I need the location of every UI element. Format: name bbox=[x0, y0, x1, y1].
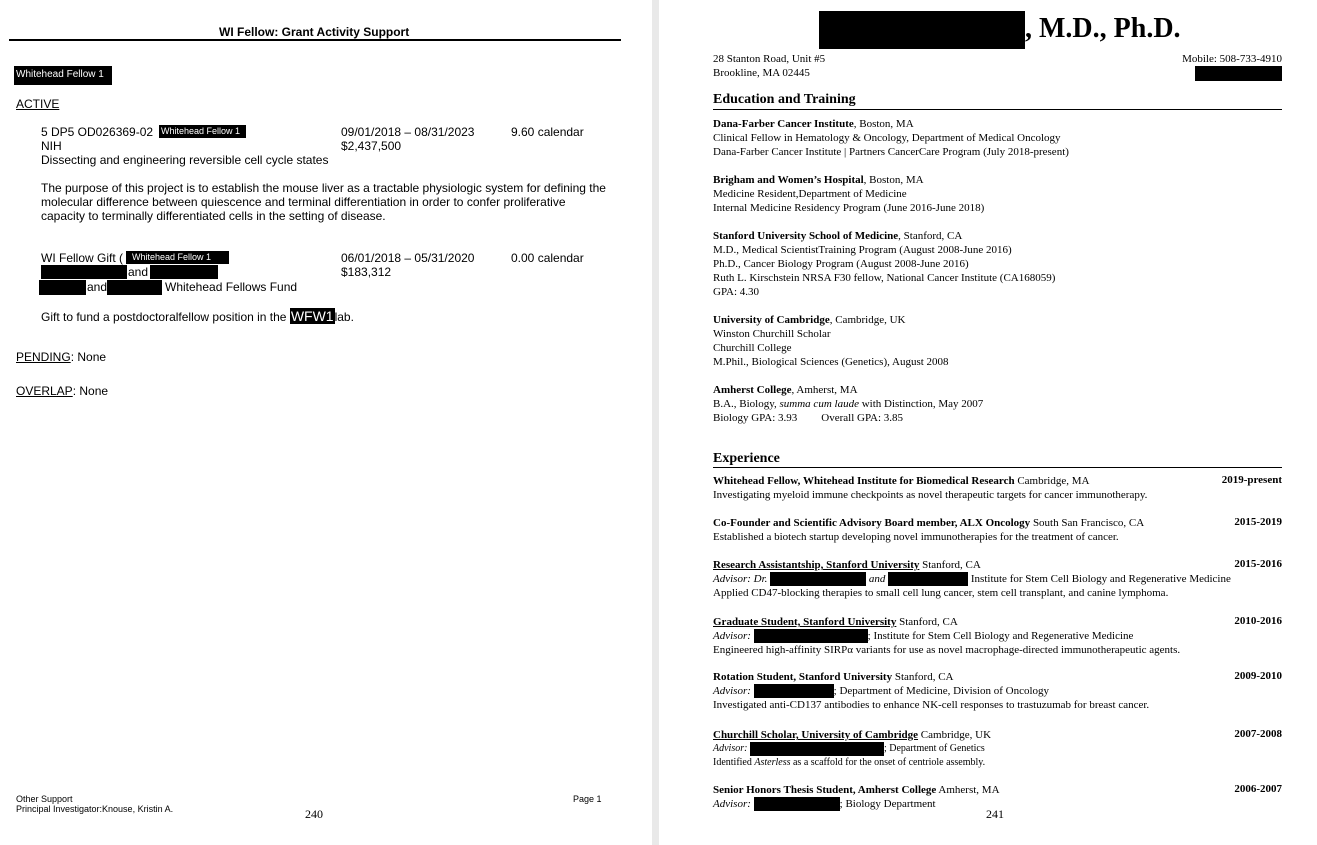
redacted-name bbox=[819, 11, 1025, 49]
education-entry bbox=[713, 383, 983, 425]
name-credentials: , M.D., Ph.D. bbox=[1025, 13, 1181, 44]
experience-entry bbox=[713, 783, 1000, 811]
redaction-box bbox=[770, 572, 866, 586]
left-document-page bbox=[0, 0, 652, 845]
grant2-and-1: and bbox=[128, 265, 149, 279]
footer-other-support: Other Support bbox=[16, 794, 73, 804]
education-detail: Dana-Farber Cancer Institute | Partners CancerCare Program (July 2018-present) bbox=[713, 146, 1069, 158]
advisor-label: Advisor: Dr. bbox=[713, 573, 768, 585]
experience-entry bbox=[713, 516, 1144, 544]
institution-name: Dana-Farber Cancer Institute bbox=[713, 118, 854, 130]
experience-title: Co-Founder and Scientific Advisory Board member, ALX Oncology bbox=[713, 517, 1031, 529]
experience-description: Established a biotech startup developing novel immunotherapies for the treatment of cancer. bbox=[713, 531, 1119, 543]
grant2-effort: 0.00 calendar bbox=[511, 251, 584, 265]
gift-text-after: lab. bbox=[334, 310, 354, 324]
gene-name: Asterless bbox=[754, 757, 791, 768]
honors-text: summa cum laude bbox=[779, 398, 859, 410]
right-document-page bbox=[659, 0, 1317, 845]
advisor-line bbox=[713, 572, 1231, 586]
institution-name: Stanford University School of Medicine bbox=[713, 230, 899, 242]
advisor-institute: ; Biology Department bbox=[839, 798, 936, 810]
education-entry bbox=[713, 173, 984, 215]
education-institution-line bbox=[713, 383, 983, 397]
experience-description: Investigating myeloid immune checkpoints as novel therapeutic targets for cancer immunotherapy. bbox=[713, 489, 1148, 501]
grant1-redacted-pi: Whitehead Fellow 1 bbox=[159, 125, 246, 138]
page-title: WI Fellow: Grant Activity Support bbox=[219, 25, 410, 39]
education-detail: Ruth L. Kirschstein NRSA F30 fellow, National Cancer Institute (CA168059) bbox=[713, 272, 1056, 284]
education-detail: M.D., Medical ScientistTraining Program (August 2008-June 2016) bbox=[713, 244, 1012, 256]
grant2-gift-text bbox=[41, 308, 354, 324]
institution-name: Brigham and Women’s Hospital bbox=[713, 174, 864, 186]
active-heading: ACTIVE bbox=[16, 97, 60, 111]
experience-title-line bbox=[713, 728, 991, 742]
education-institution-line bbox=[713, 229, 1055, 243]
description-text: Identified bbox=[713, 757, 755, 768]
experience-divider bbox=[713, 467, 1282, 468]
overlap-label: OVERLAP bbox=[16, 384, 73, 398]
education-heading: Education and Training bbox=[713, 92, 856, 107]
experience-years: 2007-2008 bbox=[1234, 728, 1282, 740]
advisor-institute: ; Institute for Stem Cell Biology and Regenerative Medicine bbox=[867, 630, 1134, 642]
title-divider bbox=[9, 39, 621, 41]
institution-location: , Cambridge, UK bbox=[829, 314, 906, 326]
experience-description: Applied CD47-blocking therapies to small cell lung cancer, stem cell transplant, and canine lymphoma. bbox=[713, 587, 1169, 599]
biology-gpa: Biology GPA: 3.93 bbox=[713, 412, 798, 424]
education-detail bbox=[713, 397, 983, 411]
grant2-and-2: and bbox=[87, 280, 108, 294]
experience-entry bbox=[713, 558, 1231, 600]
experience-title-line bbox=[713, 615, 1180, 629]
pending-value: : None bbox=[70, 350, 107, 364]
experience-years: 2015-2019 bbox=[1234, 516, 1282, 528]
grant1-amount: $2,437,500 bbox=[341, 139, 402, 153]
experience-title: Graduate Student, Stanford University bbox=[713, 616, 897, 628]
grant1-effort: 9.60 calendar bbox=[511, 125, 584, 139]
institution-name: University of Cambridge bbox=[713, 314, 830, 326]
redaction-box bbox=[107, 280, 162, 295]
experience-location: Amherst, MA bbox=[936, 784, 1000, 796]
experience-description: Engineered high-affinity SIRPα variants for use as novel macrophage-directed immunotherapeutic agents. bbox=[713, 644, 1181, 656]
distinction-text: with Distinction, May 2007 bbox=[858, 398, 984, 410]
advisor-institute: ; Department of Medicine, Division of Oncology bbox=[833, 685, 1050, 697]
education-detail: Winston Churchill Scholar bbox=[713, 328, 831, 340]
institution-location: , Amherst, MA bbox=[791, 384, 858, 396]
education-detail: Churchill College bbox=[713, 342, 792, 354]
overlap-line bbox=[16, 384, 108, 398]
experience-heading: Experience bbox=[713, 451, 780, 466]
mobile-number: Mobile: 508-733-4910 bbox=[1182, 53, 1282, 65]
education-entry bbox=[713, 313, 949, 369]
experience-title: Research Assistantship, Stanford University bbox=[713, 559, 920, 571]
experience-years: 2009-2010 bbox=[1234, 670, 1282, 682]
experience-entry bbox=[713, 615, 1180, 657]
institution-location: , Boston, MA bbox=[863, 174, 924, 186]
experience-title-line bbox=[713, 783, 1000, 797]
education-institution-line bbox=[713, 313, 949, 327]
experience-title: Whitehead Fellow, Whitehead Institute for Biomedical Research bbox=[713, 475, 1015, 487]
advisor-institute: ; Department of Genetics bbox=[883, 743, 985, 754]
pending-label: PENDING bbox=[16, 350, 71, 364]
education-detail: Medicine Resident,Department of Medicine bbox=[713, 188, 907, 200]
experience-location: Cambridge, MA bbox=[1014, 475, 1090, 487]
redaction-box bbox=[754, 797, 840, 811]
page-number: 240 bbox=[305, 807, 323, 821]
education-entry bbox=[713, 117, 1069, 159]
advisor-line bbox=[713, 797, 1000, 811]
degree-text: B.A., Biology, bbox=[713, 398, 780, 410]
education-institution-line bbox=[713, 173, 984, 187]
advisor-label: Advisor: bbox=[713, 798, 751, 810]
footer-investigator: Principal Investigator:Knouse, Kristin A. bbox=[16, 804, 174, 814]
education-detail: GPA: 4.30 bbox=[713, 286, 760, 298]
redaction-box bbox=[888, 572, 968, 586]
experience-location: Stanford, CA bbox=[896, 616, 958, 628]
experience-title: Senior Honors Thesis Student, Amherst College bbox=[713, 784, 937, 796]
address-line2: Brookline, MA 02445 bbox=[713, 67, 810, 79]
description-text: as a scaffold for the onset of centriole assembly. bbox=[790, 757, 986, 768]
experience-entry bbox=[713, 728, 991, 770]
redacted-email bbox=[1195, 66, 1282, 81]
redaction-box bbox=[754, 629, 868, 643]
experience-description bbox=[713, 756, 991, 770]
experience-title-line bbox=[713, 558, 1231, 572]
grant2-fund: Whitehead Fellows Fund bbox=[165, 280, 298, 294]
grant1-title: Dissecting and engineering reversible cell cycle states bbox=[41, 153, 329, 167]
redaction-box bbox=[41, 265, 127, 279]
experience-title-line bbox=[713, 516, 1144, 530]
advisor-label: Advisor: bbox=[713, 743, 748, 754]
grant2-redacted-pi: Whitehead Fellow 1 bbox=[126, 251, 229, 264]
institution-name: Amherst College bbox=[713, 384, 792, 396]
institution-location: , Stanford, CA bbox=[898, 230, 963, 242]
overlap-value: : None bbox=[72, 384, 109, 398]
grant1-dates: 09/01/2018 – 08/31/2023 bbox=[341, 125, 475, 139]
education-detail: Internal Medicine Residency Program (June 2016-June 2018) bbox=[713, 202, 985, 214]
advisor-institute: Institute for Stem Cell Biology and Regenerative Medicine bbox=[970, 573, 1231, 585]
experience-title-line bbox=[713, 670, 1149, 684]
education-detail: Clinical Fellow in Hematology & Oncology, Department of Medical Oncology bbox=[713, 132, 1061, 144]
grant1-id: 5 DP5 OD026369-02 bbox=[41, 125, 154, 139]
experience-description: Investigated anti-CD137 antibodies to enhance NK-cell responses to trastuzumab for breast cancer. bbox=[713, 699, 1150, 711]
redaction-box bbox=[39, 280, 86, 295]
experience-location: Cambridge, UK bbox=[918, 729, 992, 741]
grant2-amount: $183,312 bbox=[341, 265, 392, 279]
grant2-name-prefix: WI Fellow Gift ( bbox=[41, 251, 124, 265]
advisor-line bbox=[713, 684, 1149, 698]
experience-location: Stanford, CA bbox=[919, 559, 981, 571]
experience-years: 2010-2016 bbox=[1234, 615, 1282, 627]
experience-years: 2019-present bbox=[1221, 474, 1282, 486]
experience-title: Rotation Student, Stanford University bbox=[713, 671, 893, 683]
experience-title-line bbox=[713, 474, 1147, 488]
education-divider bbox=[713, 109, 1282, 110]
grant1-agency: NIH bbox=[41, 139, 62, 153]
education-institution-line bbox=[713, 117, 1069, 131]
grant2-dates: 06/01/2018 – 05/31/2020 bbox=[341, 251, 475, 265]
pending-line bbox=[16, 350, 106, 364]
education-detail: Ph.D., Cancer Biology Program (August 2008-June 2016) bbox=[713, 258, 969, 270]
institution-location: , Boston, MA bbox=[853, 118, 914, 130]
education-detail bbox=[713, 411, 983, 425]
experience-location: Stanford, CA bbox=[892, 671, 954, 683]
address-line1: 28 Stanton Road, Unit #5 bbox=[713, 53, 826, 65]
education-entry bbox=[713, 229, 1055, 299]
gift-text-before: Gift to fund a postdoctoralfellow position in the bbox=[41, 310, 287, 324]
education-detail: M.Phil., Biological Sciences (Genetics), August 2008 bbox=[713, 356, 949, 368]
advisor-line bbox=[713, 629, 1180, 643]
advisor-label: Advisor: bbox=[713, 685, 751, 697]
experience-years: 2006-2007 bbox=[1234, 783, 1282, 795]
experience-title: Churchill Scholar, University of Cambridge bbox=[713, 729, 919, 741]
experience-years: 2015-2016 bbox=[1234, 558, 1282, 570]
redacted-investigator-label: Whitehead Fellow 1 bbox=[14, 66, 112, 85]
footer-page-label: Page 1 bbox=[573, 794, 602, 804]
advisor-label: Advisor: bbox=[713, 630, 751, 642]
advisor-line bbox=[713, 742, 991, 756]
redaction-box bbox=[150, 265, 218, 279]
experience-location: South San Francisco, CA bbox=[1030, 517, 1145, 529]
experience-entry bbox=[713, 670, 1149, 712]
grant1-description: The purpose of this project is to establish the mouse liver as a tractable physiologic system for defining the molecular difference between quiescence and terminal differentiation in order to confer proliferative capacity to terminally differentiated cells in the setting of disease. bbox=[41, 181, 606, 223]
redacted-lab-label: WFW1 bbox=[290, 308, 334, 324]
page-number: 241 bbox=[986, 807, 1004, 821]
experience-entry bbox=[713, 474, 1147, 502]
redaction-box bbox=[754, 684, 834, 698]
overall-gpa: Overall GPA: 3.85 bbox=[821, 412, 904, 424]
redaction-box bbox=[750, 742, 884, 756]
advisor-and: and bbox=[868, 573, 886, 585]
